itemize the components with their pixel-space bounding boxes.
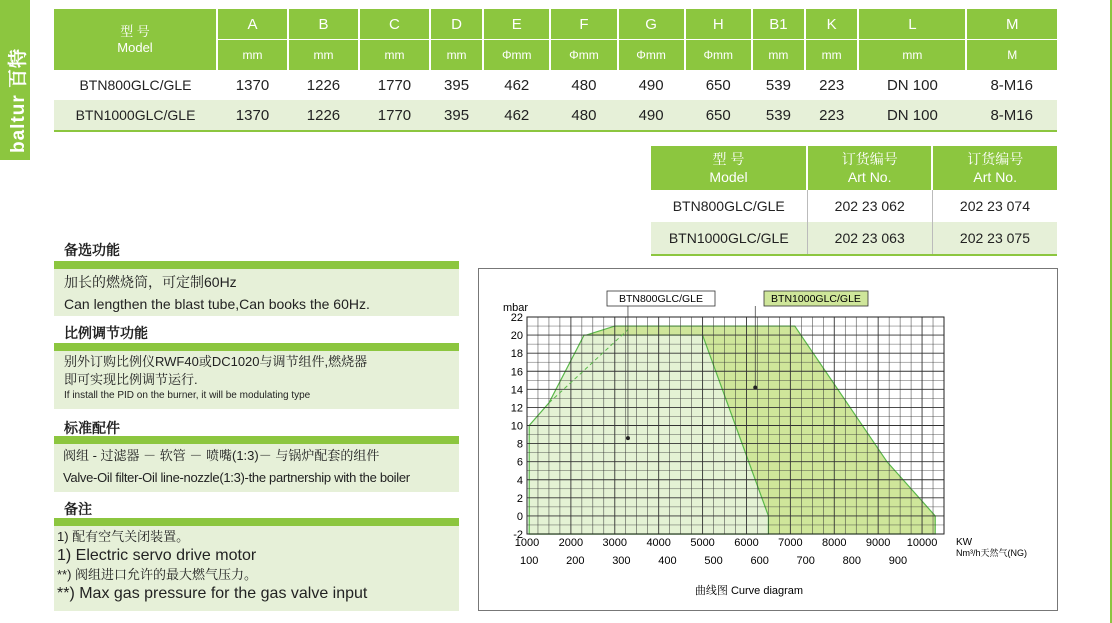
col-header: B xyxy=(288,9,359,40)
col-unit: Φmm xyxy=(685,40,752,71)
y-tick-label: 18 xyxy=(510,348,523,361)
x2-tick-label: 400 xyxy=(658,555,677,567)
table-cell: 650 xyxy=(685,70,752,100)
section-bar xyxy=(54,261,459,269)
model-cell: BTN1000GLC/GLE xyxy=(54,100,217,131)
y-axis-label: mbar xyxy=(503,302,529,314)
table-cell: 1226 xyxy=(288,100,359,131)
col-unit: mm xyxy=(217,40,288,71)
table-cell: 202 23 074 xyxy=(959,198,1030,214)
modulation-note: If install the PID on the burner, it will be modulating type xyxy=(64,390,311,401)
table-cell: 1770 xyxy=(359,70,430,100)
x-tick-label: 10000 xyxy=(906,537,938,549)
table-cell: 462 xyxy=(483,100,550,131)
table-cell: BTN800GLC/GLE xyxy=(651,190,807,222)
legend-label: BTN1000GLC/GLE xyxy=(771,293,861,305)
table-cell: 480 xyxy=(550,70,617,100)
standard-accessories-title: 标准配件 xyxy=(64,420,120,436)
optional-features-block xyxy=(54,269,459,316)
legend-marker xyxy=(753,386,757,390)
optional-item-desc: Can lengthen the blast tube,Can books the 60Hz. xyxy=(64,296,370,312)
x-tick-label: 9000 xyxy=(865,537,891,549)
art-header-en: Art No. xyxy=(973,169,1017,185)
table-cell: 202 23 062 xyxy=(807,190,932,222)
art-header-zh: 型 号 xyxy=(712,151,745,167)
brand-strip xyxy=(0,0,30,160)
table-cell: 223 xyxy=(805,70,858,100)
art-header-zh: 订货编号 xyxy=(841,151,898,167)
x2-tick-label: 600 xyxy=(750,555,769,567)
chart-title: 曲线图 Curve diagram xyxy=(694,585,804,597)
model-cell: BTN800GLC/GLE xyxy=(54,70,217,100)
x2-tick-label: 200 xyxy=(566,555,585,567)
note2-zh: **) 阀组进口允许的最大燃气压力。 xyxy=(57,567,258,582)
table-cell: 490 xyxy=(618,70,685,100)
notes-block xyxy=(54,526,459,611)
x-tick-label: 2000 xyxy=(558,537,584,549)
table-cell: DN 100 xyxy=(858,100,966,131)
y-tick-label: 8 xyxy=(516,438,523,451)
table-cell: 1226 xyxy=(288,70,359,100)
table-row xyxy=(54,70,1057,100)
y-tick-label: 2 xyxy=(516,492,523,505)
x2-tick-label: 300 xyxy=(612,555,631,567)
col-header: E xyxy=(483,9,550,40)
table-cell: 395 xyxy=(430,70,483,100)
table-row xyxy=(651,222,1057,255)
x2-tick-label: 700 xyxy=(796,555,815,567)
col-header: C xyxy=(359,9,430,40)
col-unit: mm xyxy=(858,40,966,71)
col-header: H xyxy=(685,9,752,40)
model-header xyxy=(54,9,217,70)
y-tick-label: 6 xyxy=(516,456,523,469)
y-tick-label: 14 xyxy=(510,384,523,397)
table-cell: 8-M16 xyxy=(966,70,1057,100)
y-tick-label: 0 xyxy=(516,510,523,523)
art-header-en: Art No. xyxy=(847,169,892,185)
table-cell: 1770 xyxy=(359,100,430,131)
table-cell: 202 23 075 xyxy=(932,222,1057,255)
modulation-title: 比例调节功能 xyxy=(64,325,148,341)
table-cell: 480 xyxy=(550,100,617,131)
table-cell: 1370 xyxy=(217,70,288,100)
optional-features-title: 备选功能 xyxy=(64,242,120,258)
col-unit: mm xyxy=(430,40,483,71)
y-tick-label: 12 xyxy=(510,402,523,415)
col-unit: M xyxy=(966,40,1057,71)
legend-label: BTN800GLC/GLE xyxy=(618,293,704,305)
dimensions-table xyxy=(54,9,1057,132)
table-cell: 223 xyxy=(805,100,858,131)
table-cell: 8-M16 xyxy=(966,100,1057,131)
table-cell: 650 xyxy=(685,100,752,131)
col-header: A xyxy=(217,9,288,40)
x2-tick-label: 100 xyxy=(520,555,539,567)
x2-tick-label: 500 xyxy=(704,555,723,567)
col-header: M xyxy=(966,9,1057,40)
y-tick-label: -2 xyxy=(513,529,523,541)
table-cell: 490 xyxy=(618,100,685,131)
section-bar xyxy=(54,343,459,351)
x2-tick-label: 800 xyxy=(842,555,862,567)
curve-diagram xyxy=(479,269,1057,610)
art-header-artno xyxy=(932,146,1057,190)
x-tick-label: 3000 xyxy=(602,537,628,549)
table-row xyxy=(651,190,1057,222)
standard-accessories-block xyxy=(54,444,459,492)
model-header-zh: 型 号 xyxy=(120,23,150,39)
section-bar xyxy=(54,518,459,526)
modulation-line1: 别外订购比例仪RWF40或DC1020与调节组件,燃烧器 xyxy=(64,354,368,369)
brand-logo: baltur 百特 xyxy=(8,47,29,153)
note1-zh: 1) 配有空气关闭装置。 xyxy=(57,529,190,544)
x-tick-label: 6000 xyxy=(734,537,759,549)
table-cell: BTN1000GLC/GLE xyxy=(651,222,807,255)
x-axis-label: KW xyxy=(956,537,973,548)
col-header: G xyxy=(618,9,685,40)
modulation-block xyxy=(54,351,459,409)
col-unit: Φmm xyxy=(618,40,685,71)
art-header-artno xyxy=(807,146,932,190)
col-unit: Φmm xyxy=(483,40,550,71)
table-cell: DN 100 xyxy=(858,70,966,100)
standard-line1: 阀组 - 过滤器 － 软管 － 喷嘴(1:3)－ 与锅炉配套的组件 xyxy=(63,448,380,463)
col-unit: mm xyxy=(288,40,359,71)
notes-title: 备注 xyxy=(64,501,92,517)
y-tick-label: 22 xyxy=(510,312,523,324)
modulation-line2: 即可实现比例调节运行. xyxy=(64,372,198,387)
table-cell: 1370 xyxy=(217,100,288,131)
y-tick-label: 10 xyxy=(510,420,523,433)
table-cell: 202 23 063 xyxy=(807,222,932,255)
table-cell: 462 xyxy=(483,70,550,100)
col-unit: mm xyxy=(805,40,858,71)
col-unit: mm xyxy=(359,40,430,71)
table-cell: 539 xyxy=(752,70,805,100)
table-cell: 539 xyxy=(752,100,805,131)
y-tick-label: 4 xyxy=(516,474,523,487)
col-unit: mm xyxy=(752,40,805,71)
section-bar xyxy=(54,436,459,444)
art-header-zh: 订货编号 xyxy=(967,151,1024,167)
curve-diagram-frame xyxy=(478,268,1058,611)
y-tick-label: 16 xyxy=(510,366,523,379)
standard-line2: Valve-Oil filter-Oil line-nozzle(1:3)-the partnership with the boiler xyxy=(63,470,410,485)
col-header: K xyxy=(805,9,858,40)
x-tick-label: 4000 xyxy=(646,537,671,549)
x2-tick-label: 900 xyxy=(888,555,908,567)
y-tick-label: 20 xyxy=(510,330,523,343)
col-header: B1 xyxy=(752,9,805,40)
note1-en: 1) Electric servo drive motor xyxy=(57,547,257,564)
optional-item-title: 加长的燃烧筒，可定制60Hz xyxy=(64,274,237,290)
col-unit: Φmm xyxy=(550,40,617,71)
x-tick-label: 1000 xyxy=(514,537,540,549)
x2-axis-label: Nm³/h天然气(NG) xyxy=(956,548,1027,558)
col-header: L xyxy=(858,9,966,40)
table-row xyxy=(54,100,1057,131)
model-header-en: Model xyxy=(117,39,153,55)
art-header-en: Model xyxy=(709,169,748,185)
legend-marker xyxy=(626,436,630,440)
article-number-table xyxy=(651,146,1057,256)
col-header: D xyxy=(430,9,483,40)
art-header-model xyxy=(651,146,807,190)
table-cell: 395 xyxy=(430,100,483,131)
x-tick-label: 7000 xyxy=(778,537,803,549)
x-tick-label: 8000 xyxy=(822,537,847,549)
note2-en: **) Max gas pressure for the gas valve input xyxy=(57,585,368,602)
x-tick-label: 5000 xyxy=(690,537,715,549)
col-header: F xyxy=(550,9,617,40)
